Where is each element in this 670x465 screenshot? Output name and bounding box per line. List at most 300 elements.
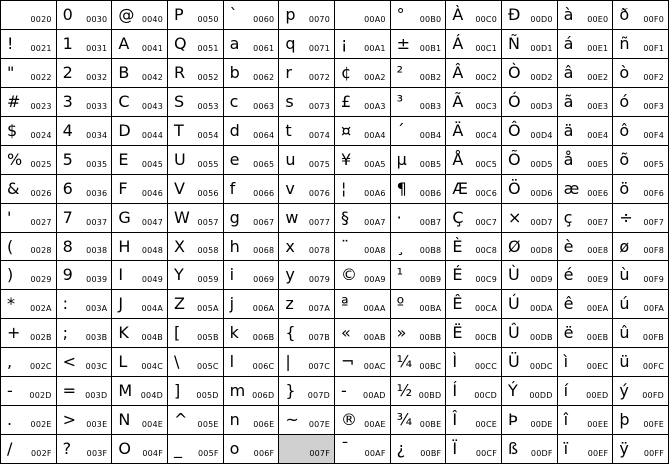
char-cell-00a9[interactable] [335, 261, 391, 290]
char-code: 0042 [141, 72, 163, 82]
char-cell-00ac[interactable] [335, 348, 391, 377]
char-code: 0034 [86, 130, 108, 140]
char-code: 00F4 [643, 130, 664, 140]
char-cell-007b[interactable] [279, 319, 335, 348]
char-cell-00a8[interactable] [335, 233, 391, 262]
char-glyph: ¬ [341, 352, 355, 372]
char-glyph: # [7, 91, 21, 111]
char-cell-003d[interactable] [57, 377, 113, 406]
char-code: 002F [30, 449, 52, 458]
char-glyph: ¥ [341, 149, 352, 169]
char-cell-00d1[interactable] [502, 30, 558, 59]
char-glyph: T [174, 120, 184, 140]
char-code: 00E0 [587, 14, 609, 24]
char-cell-00ad[interactable] [335, 377, 391, 406]
char-code: 0059 [197, 275, 219, 285]
char-cell-00b6[interactable] [391, 175, 447, 204]
char-cell-0078[interactable] [279, 233, 335, 262]
char-cell-0021[interactable] [1, 30, 57, 59]
char-cell-00e3[interactable] [558, 88, 614, 117]
char-glyph: á [563, 33, 574, 53]
char-glyph: s [285, 91, 294, 111]
char-cell-006c[interactable] [224, 348, 280, 377]
char-cell-0036[interactable] [57, 175, 113, 204]
char-cell-00cf[interactable] [446, 435, 502, 464]
char-glyph: ) [7, 265, 14, 285]
char-cell-004d[interactable] [112, 377, 168, 406]
char-code: 005D [196, 391, 219, 401]
char-cell-00c0[interactable] [446, 1, 502, 30]
char-glyph: % [7, 149, 23, 169]
char-cell-00d7[interactable] [502, 204, 558, 233]
char-glyph: U [174, 149, 186, 169]
char-cell-0077[interactable] [279, 204, 335, 233]
char-glyph: k [229, 323, 239, 343]
char-cell-00b5[interactable] [391, 146, 447, 175]
char-cell-0027[interactable] [1, 204, 57, 233]
char-glyph: d [229, 120, 240, 140]
char-cell-0026[interactable] [1, 175, 57, 204]
char-cell-00a3[interactable] [335, 88, 391, 117]
char-code: 0066 [253, 188, 275, 198]
char-glyph: S [174, 91, 185, 111]
char-glyph: ¦ [341, 178, 347, 198]
char-cell-0046[interactable] [112, 175, 168, 204]
char-cell-003f[interactable] [57, 435, 113, 464]
char-glyph: Ð [508, 5, 521, 24]
char-glyph: 2 [62, 62, 73, 82]
char-code: 00FC [642, 362, 664, 372]
char-cell-0044[interactable] [112, 117, 168, 146]
char-cell-006e[interactable] [224, 406, 280, 435]
char-cell-00b4[interactable] [391, 117, 447, 146]
char-code: 00E3 [587, 101, 609, 111]
char-glyph: a [229, 33, 240, 53]
char-glyph: Í [452, 381, 458, 401]
char-code: 00E9 [587, 275, 609, 285]
char-code: 00E7 [587, 217, 609, 227]
char-cell-00e9[interactable] [558, 261, 614, 290]
char-cell-0032[interactable] [57, 59, 113, 88]
char-cell-0030[interactable] [57, 1, 113, 30]
char-cell-004b[interactable] [112, 319, 168, 348]
char-code: 0076 [308, 188, 330, 198]
char-cell-00b9[interactable] [391, 261, 447, 290]
char-cell-00e1[interactable] [558, 30, 614, 59]
char-code: 0028 [30, 246, 52, 256]
char-cell-0024[interactable] [1, 117, 57, 146]
char-cell-007d[interactable] [279, 377, 335, 406]
char-cell-0064[interactable] [224, 117, 280, 146]
char-cell-00a6[interactable] [335, 175, 391, 204]
char-cell-00d4[interactable] [502, 117, 558, 146]
char-cell-00bd[interactable] [391, 377, 447, 406]
char-cell-00c4[interactable] [446, 117, 502, 146]
char-cell-00c3[interactable] [446, 88, 502, 117]
char-cell-0043[interactable] [112, 88, 168, 117]
char-glyph: ; [62, 323, 69, 343]
char-cell-00bc[interactable] [391, 348, 447, 377]
char-cell-0020[interactable] [1, 1, 57, 30]
char-glyph: . [7, 410, 13, 430]
char-cell-00c7[interactable] [446, 204, 502, 233]
char-cell-00cc[interactable] [446, 348, 502, 377]
char-cell-00b7[interactable] [391, 204, 447, 233]
char-glyph: ç [563, 207, 573, 227]
char-cell-0034[interactable] [57, 117, 113, 146]
char-code: 00B8 [419, 246, 442, 256]
char-cell-0057[interactable] [168, 204, 224, 233]
char-cell-00dc[interactable] [502, 348, 558, 377]
char-glyph: ¤ [341, 120, 352, 140]
char-cell-00af[interactable] [335, 435, 391, 464]
char-cell-00fe[interactable] [613, 406, 669, 435]
char-glyph: w [285, 207, 299, 227]
char-glyph: ¨ [341, 236, 349, 256]
char-cell-00ce[interactable] [446, 406, 502, 435]
char-cell-004e[interactable] [112, 406, 168, 435]
char-glyph: f [229, 178, 236, 198]
char-glyph: * [7, 294, 15, 314]
char-glyph: ï [563, 439, 569, 459]
char-cell-0045[interactable] [112, 146, 168, 175]
char-cell-00b8[interactable] [391, 233, 447, 262]
char-cell-0041[interactable] [112, 30, 168, 59]
char-code: 00A8 [364, 246, 386, 256]
char-cell-0031[interactable] [57, 30, 113, 59]
char-glyph: × [508, 207, 522, 227]
char-cell-00d0[interactable] [502, 1, 558, 30]
char-cell-005c[interactable] [168, 348, 224, 377]
char-cell-004c[interactable] [112, 348, 168, 377]
char-code: 0075 [308, 159, 330, 169]
char-cell-005f[interactable] [168, 435, 224, 464]
char-cell-00fd[interactable] [613, 377, 669, 406]
char-cell-00d2[interactable] [502, 59, 558, 88]
char-cell-005b[interactable] [168, 319, 224, 348]
char-cell-00ec[interactable] [558, 348, 614, 377]
char-cell-0053[interactable] [168, 88, 224, 117]
char-code: 00BE [419, 420, 442, 430]
char-cell-00f3[interactable] [613, 88, 669, 117]
char-cell-007f[interactable] [279, 435, 335, 464]
char-cell-002f[interactable] [1, 435, 57, 464]
char-cell-0025[interactable] [1, 146, 57, 175]
char-cell-00f7[interactable] [613, 204, 669, 233]
char-cell-00f0[interactable] [613, 1, 669, 30]
char-cell-003b[interactable] [57, 319, 113, 348]
char-cell-00b0[interactable] [391, 1, 447, 30]
char-cell-00f5[interactable] [613, 146, 669, 175]
char-glyph: ó [619, 91, 630, 111]
char-cell-002a[interactable] [1, 290, 57, 319]
char-cell-0073[interactable] [279, 88, 335, 117]
char-cell-0074[interactable] [279, 117, 335, 146]
char-cell-006f[interactable] [224, 435, 280, 464]
char-cell-006d[interactable] [224, 377, 280, 406]
char-glyph: ò [619, 62, 630, 82]
char-code: 0062 [253, 72, 275, 82]
char-code: 0052 [197, 72, 219, 82]
char-cell-00cd[interactable] [446, 377, 502, 406]
char-cell-00f4[interactable] [613, 117, 669, 146]
char-cell-0038[interactable] [57, 233, 113, 262]
char-cell-0060[interactable] [224, 1, 280, 30]
char-cell-007a[interactable] [279, 290, 335, 319]
char-glyph: J [118, 294, 124, 314]
char-glyph: í [563, 381, 569, 401]
char-cell-00c9[interactable] [446, 261, 502, 290]
char-cell-0042[interactable] [112, 59, 168, 88]
char-cell-00e7[interactable] [558, 204, 614, 233]
char-glyph: ö [619, 178, 630, 198]
char-cell-0054[interactable] [168, 117, 224, 146]
char-cell-00be[interactable] [391, 406, 447, 435]
char-cell-00d5[interactable] [502, 146, 558, 175]
char-cell-00ba[interactable] [391, 290, 447, 319]
char-cell-00c5[interactable] [446, 146, 502, 175]
char-cell-0072[interactable] [279, 59, 335, 88]
char-code: 00BC [419, 362, 442, 372]
char-cell-0022[interactable] [1, 59, 57, 88]
char-cell-005e[interactable] [168, 406, 224, 435]
char-code: 00CD [474, 391, 497, 401]
char-glyph: ñ [619, 33, 630, 53]
char-cell-00d6[interactable] [502, 175, 558, 204]
char-cell-00f1[interactable] [613, 30, 669, 59]
char-cell-004f[interactable] [112, 435, 168, 464]
char-cell-003e[interactable] [57, 406, 113, 435]
char-cell-00ef[interactable] [558, 435, 614, 464]
char-code: 0069 [253, 275, 275, 285]
char-code: 00F5 [643, 159, 664, 169]
char-cell-0029[interactable] [1, 261, 57, 290]
char-cell-00fc[interactable] [613, 348, 669, 377]
char-cell-003a[interactable] [57, 290, 113, 319]
char-glyph: ? [62, 439, 72, 459]
char-cell-00c6[interactable] [446, 175, 502, 204]
char-glyph: p [285, 5, 296, 24]
char-cell-00de[interactable] [502, 406, 558, 435]
char-cell-0071[interactable] [279, 30, 335, 59]
char-cell-00ee[interactable] [558, 406, 614, 435]
char-code: 0020 [30, 14, 52, 24]
char-cell-0052[interactable] [168, 59, 224, 88]
char-cell-0048[interactable] [112, 233, 168, 262]
char-code: 00D0 [530, 14, 553, 24]
char-cell-00ea[interactable] [558, 290, 614, 319]
char-cell-0065[interactable] [224, 146, 280, 175]
char-cell-006a[interactable] [224, 290, 280, 319]
char-code: 00DE [530, 420, 553, 430]
char-glyph: X [174, 236, 185, 256]
char-glyph: Ò [508, 62, 521, 82]
char-code: 00E8 [587, 246, 609, 256]
char-glyph: ¹ [396, 265, 404, 285]
char-code: 00AF [364, 449, 386, 458]
char-cell-00c8[interactable] [446, 233, 502, 262]
char-cell-0056[interactable] [168, 175, 224, 204]
char-cell-0047[interactable] [112, 204, 168, 233]
char-cell-006b[interactable] [224, 319, 280, 348]
char-cell-0039[interactable] [57, 261, 113, 290]
char-cell-00fa[interactable] [613, 290, 669, 319]
char-glyph: u [285, 149, 296, 169]
char-glyph: = [62, 381, 77, 401]
char-code: 00BF [420, 449, 442, 458]
char-cell-00fb[interactable] [613, 319, 669, 348]
char-code: 006D [252, 391, 275, 401]
char-cell-00db[interactable] [502, 319, 558, 348]
char-code: 00AB [363, 333, 386, 343]
char-cell-00aa[interactable] [335, 290, 391, 319]
char-cell-00e8[interactable] [558, 233, 614, 262]
char-cell-0050[interactable] [168, 1, 224, 30]
char-cell-00b2[interactable] [391, 59, 447, 88]
char-code: 00D7 [530, 217, 553, 227]
char-cell-00b3[interactable] [391, 88, 447, 117]
char-cell-0067[interactable] [224, 204, 280, 233]
char-cell-0035[interactable] [57, 146, 113, 175]
char-cell-00e6[interactable] [558, 175, 614, 204]
char-cell-0061[interactable] [224, 30, 280, 59]
char-glyph: Ø [508, 236, 521, 256]
char-cell-0062[interactable] [224, 59, 280, 88]
char-glyph: À [452, 5, 464, 24]
char-code: 0056 [197, 188, 219, 198]
char-cell-00eb[interactable] [558, 319, 614, 348]
char-code: 00FF [643, 449, 664, 458]
char-cell-00e5[interactable] [558, 146, 614, 175]
char-glyph: ô [619, 120, 630, 140]
char-cell-00f2[interactable] [613, 59, 669, 88]
char-cell-005d[interactable] [168, 377, 224, 406]
char-cell-00d8[interactable] [502, 233, 558, 262]
char-cell-0066[interactable] [224, 175, 280, 204]
char-code: 0025 [30, 159, 52, 169]
char-cell-0059[interactable] [168, 261, 224, 290]
char-cell-00da[interactable] [502, 290, 558, 319]
char-cell-00f8[interactable] [613, 233, 669, 262]
char-code: 0078 [308, 246, 330, 256]
char-cell-007e[interactable] [279, 406, 335, 435]
char-cell-00c1[interactable] [446, 30, 502, 59]
char-cell-004a[interactable] [112, 290, 168, 319]
char-cell-0068[interactable] [224, 233, 280, 262]
char-cell-00ab[interactable] [335, 319, 391, 348]
char-cell-0070[interactable] [279, 1, 335, 30]
char-cell-00d9[interactable] [502, 261, 558, 290]
char-cell-0055[interactable] [168, 146, 224, 175]
char-code: 00CE [475, 420, 497, 430]
char-cell-00f6[interactable] [613, 175, 669, 204]
char-cell-005a[interactable] [168, 290, 224, 319]
char-cell-00a2[interactable] [335, 59, 391, 88]
char-cell-00a0[interactable] [335, 1, 391, 30]
char-cell-002e[interactable] [1, 406, 57, 435]
char-glyph: { [285, 323, 296, 343]
char-code: 00C3 [475, 101, 497, 111]
char-glyph: r [285, 62, 292, 82]
char-cell-00a1[interactable] [335, 30, 391, 59]
char-cell-00ca[interactable] [446, 290, 502, 319]
char-glyph: ë [563, 323, 574, 343]
char-cell-002c[interactable] [1, 348, 57, 377]
char-code: 004D [140, 391, 163, 401]
char-cell-00bf[interactable] [391, 435, 447, 464]
char-cell-003c[interactable] [57, 348, 113, 377]
char-glyph: © [341, 265, 357, 285]
char-cell-0076[interactable] [279, 175, 335, 204]
char-cell-00a4[interactable] [335, 117, 391, 146]
char-glyph: Ê [452, 294, 463, 314]
char-glyph: < [62, 352, 77, 372]
char-cell-00e2[interactable] [558, 59, 614, 88]
char-glyph: î [563, 410, 569, 430]
char-cell-00a7[interactable] [335, 204, 391, 233]
char-cell-0069[interactable] [224, 261, 280, 290]
char-cell-0079[interactable] [279, 261, 335, 290]
char-cell-00a5[interactable] [335, 146, 391, 175]
char-cell-0033[interactable] [57, 88, 113, 117]
char-cell-00e4[interactable] [558, 117, 614, 146]
char-cell-00bb[interactable] [391, 319, 447, 348]
char-cell-00c2[interactable] [446, 59, 502, 88]
char-cell-00ff[interactable] [613, 435, 669, 464]
char-cell-0063[interactable] [224, 88, 280, 117]
char-cell-00d3[interactable] [502, 88, 558, 117]
char-glyph: @ [118, 5, 135, 24]
char-glyph: å [563, 149, 574, 169]
char-code: 00EC [586, 362, 609, 372]
char-cell-0058[interactable] [168, 233, 224, 262]
char-cell-00df[interactable] [502, 435, 558, 464]
char-code: 0071 [308, 43, 330, 53]
char-cell-00e0[interactable] [558, 1, 614, 30]
char-cell-00ed[interactable] [558, 377, 614, 406]
char-code: 007D [307, 391, 330, 401]
char-glyph: ¯ [341, 439, 349, 459]
char-cell-0037[interactable] [57, 204, 113, 233]
char-glyph: Ü [508, 352, 520, 372]
char-cell-002b[interactable] [1, 319, 57, 348]
char-code: 00CB [474, 333, 497, 343]
char-glyph: t [285, 120, 292, 140]
char-code: 00D3 [530, 101, 553, 111]
char-cell-0040[interactable] [112, 1, 168, 30]
char-cell-00cb[interactable] [446, 319, 502, 348]
char-code: 00FA [643, 304, 664, 314]
char-cell-0049[interactable] [112, 261, 168, 290]
char-cell-00ae[interactable] [335, 406, 391, 435]
char-glyph: h [229, 236, 240, 256]
char-cell-007c[interactable] [279, 348, 335, 377]
char-code: 00B6 [419, 188, 442, 198]
char-glyph: ½ [396, 381, 413, 401]
char-cell-0028[interactable] [1, 233, 57, 262]
char-glyph: 7 [62, 207, 73, 227]
char-cell-002d[interactable] [1, 377, 57, 406]
char-cell-00f9[interactable] [613, 261, 669, 290]
char-code: 0043 [141, 101, 163, 111]
char-cell-0075[interactable] [279, 146, 335, 175]
char-glyph: - [341, 381, 347, 401]
char-cell-0051[interactable] [168, 30, 224, 59]
char-cell-00b1[interactable] [391, 30, 447, 59]
char-cell-0023[interactable] [1, 88, 57, 117]
char-code: 007E [308, 420, 330, 430]
char-cell-00dd[interactable] [502, 377, 558, 406]
